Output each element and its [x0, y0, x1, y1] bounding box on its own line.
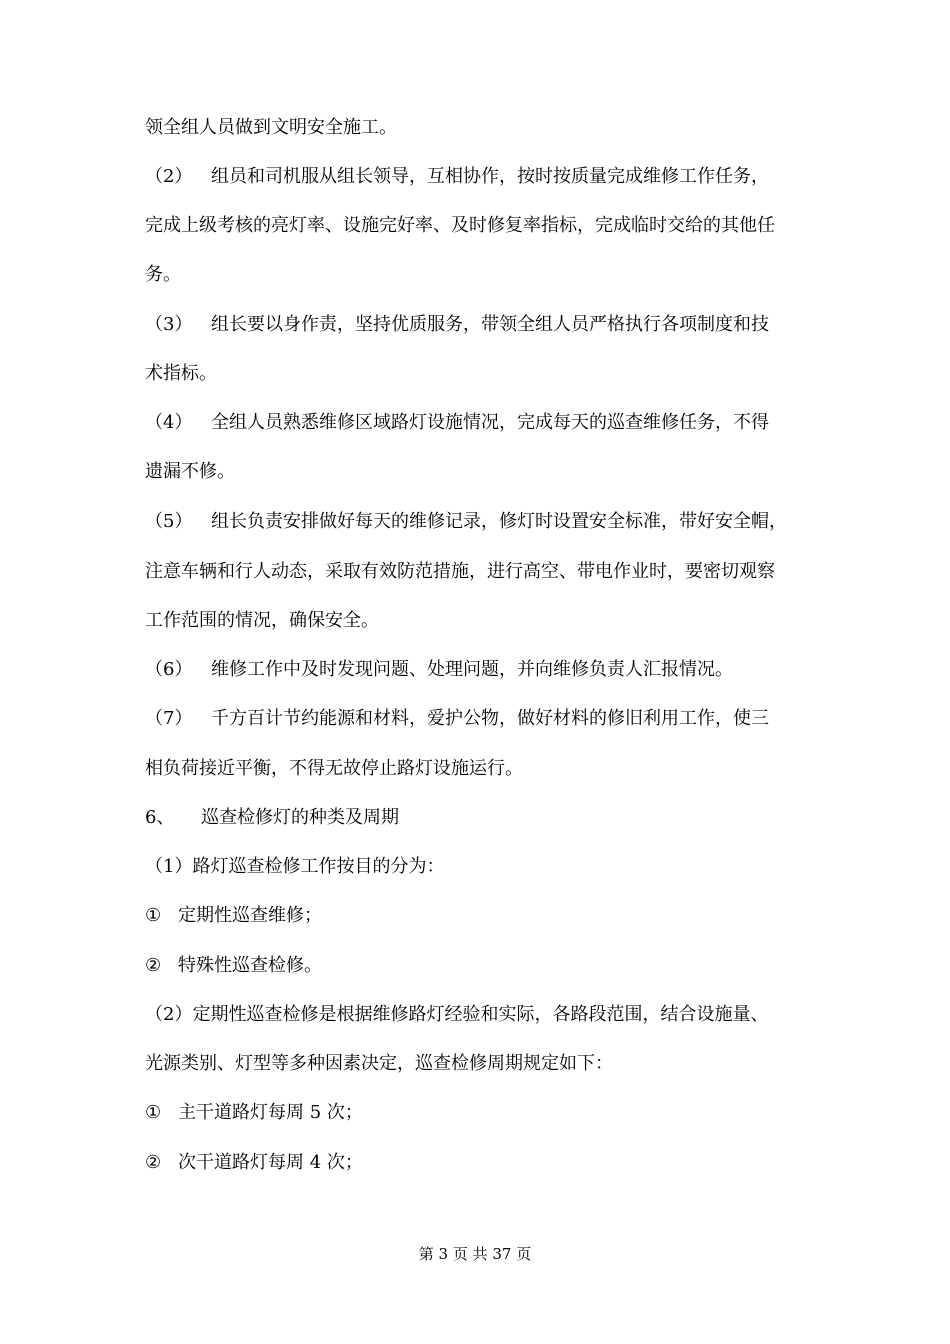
- line-text: 光源类别、灯型等多种因素决定，巡查检修周期规定如下：: [145, 1053, 613, 1074]
- text-line: [145, 362, 217, 386]
- text-line: [145, 707, 769, 731]
- text-line: [145, 263, 181, 287]
- line-text: 千方百计节约能源和材料，爱护公物，做好材料的修旧利用工作，使三: [211, 708, 769, 729]
- text-line: [145, 757, 523, 781]
- text-line: [145, 1151, 363, 1175]
- text-line: [145, 460, 235, 484]
- section-heading: [145, 806, 399, 830]
- line-text: 完成上级考核的亮灯率、设施完好率、及时修复率指标，完成临时交给的其他任: [145, 215, 775, 236]
- line-text: 务。: [145, 264, 181, 285]
- text-line: [145, 609, 379, 633]
- line-text: 注意车辆和行人动态，采取有效防范措施，进行高空、带电作业时，要密切观察: [145, 561, 775, 582]
- text-line: [145, 954, 322, 978]
- text-line: [145, 116, 397, 140]
- text-line: [145, 411, 769, 435]
- line-text: （2）定期性巡查检修是根据维修路灯经验和实际，各路段范围，结合设施量、: [145, 1004, 769, 1025]
- line-text: 组长要以身作责，坚持优质服务，带领全组人员严格执行各项制度和技: [211, 314, 769, 335]
- line-text: （1）路灯巡查检修工作按目的分为：: [145, 856, 445, 877]
- line-text: 领全组人员做到文明安全施工。: [145, 117, 397, 138]
- item-number: （6）: [145, 659, 193, 680]
- text-line: [145, 510, 787, 534]
- line-text: 组员和司机服从组长领导，互相协作，按时按质量完成维修工作任务，: [211, 166, 769, 187]
- line-text: 定期性巡查维修；: [178, 905, 322, 926]
- text-line: [145, 560, 775, 584]
- circled-number: ②: [145, 955, 162, 976]
- text-line: [145, 214, 775, 238]
- text-line: [145, 904, 322, 928]
- text-line: [145, 1101, 363, 1125]
- line-text: 次干道路灯每周 4 次；: [178, 1152, 363, 1173]
- line-text: 维修工作中及时发现问题、处理问题，并向维修负责人汇报情况。: [211, 659, 733, 680]
- item-number: （5）: [145, 511, 193, 532]
- circled-number: ②: [145, 1152, 162, 1173]
- line-text: 主干道路灯每周 5 次；: [178, 1102, 363, 1123]
- item-number: （4）: [145, 412, 193, 433]
- text-line: [145, 1052, 613, 1076]
- line-text: 特殊性巡查检修。: [178, 955, 322, 976]
- line-text: 全组人员熟悉维修区域路灯设施情况，完成每天的巡查维修任务，不得: [211, 412, 769, 433]
- text-line: [145, 313, 769, 337]
- text-line: [145, 855, 444, 879]
- item-number: （2）: [145, 166, 193, 187]
- line-text: 工作范围的情况，确保安全。: [145, 610, 379, 631]
- text-line: [145, 1003, 768, 1027]
- line-text: 组长负责安排做好每天的维修记录，修灯时设置安全标准，带好安全帽，: [211, 511, 787, 532]
- page-footer: 第 3 页 共 37 页: [418, 1245, 532, 1263]
- item-number: （3）: [145, 314, 193, 335]
- circled-number: ①: [145, 905, 162, 926]
- item-number: （7）: [145, 708, 193, 729]
- section-number: 6、: [145, 807, 175, 828]
- text-line: [145, 165, 769, 189]
- text-line: [145, 658, 733, 682]
- line-text: 巡查检修灯的种类及周期: [201, 807, 399, 828]
- line-text: 遗漏不修。: [145, 461, 235, 482]
- line-text: 相负荷接近平衡，不得无故停止路灯设施运行。: [145, 758, 523, 779]
- line-text: 术指标。: [145, 363, 217, 384]
- circled-number: ①: [145, 1102, 162, 1123]
